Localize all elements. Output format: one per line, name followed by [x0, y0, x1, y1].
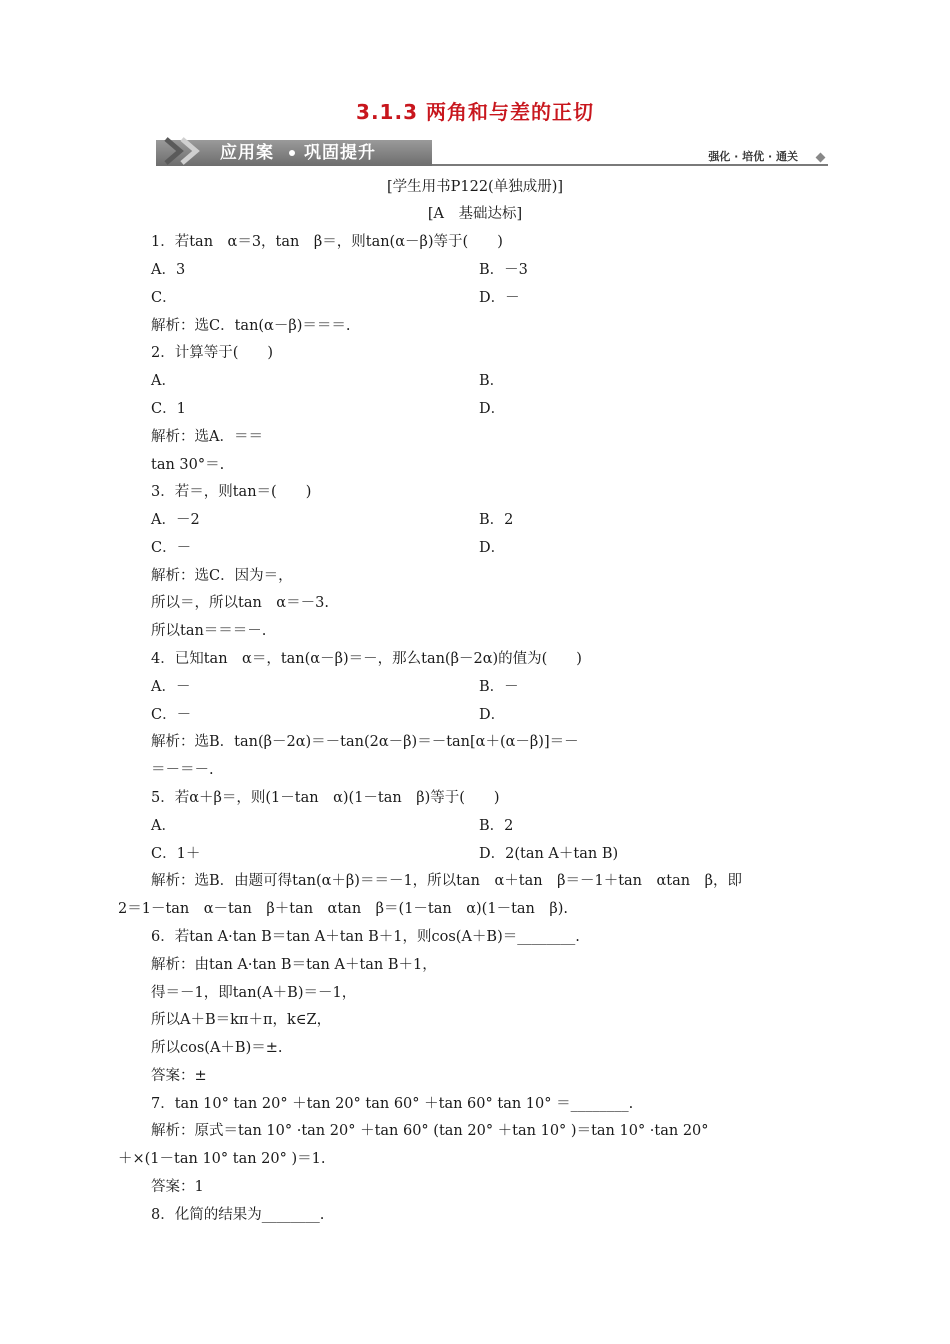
- banner-label-right: 巩固提升: [304, 143, 376, 163]
- text-line: B．: [479, 373, 505, 389]
- text-line: 所以cos(A＋B)＝±.: [151, 1040, 283, 1056]
- section-banner: [156, 134, 828, 170]
- page-title: 3.1.3 两角和与差的正切: [356, 100, 594, 124]
- banner-tagline: 强化 · 培优 · 通关: [708, 150, 798, 163]
- text-line: ＋×(1－tan 10° tan 20° )＝1.: [118, 1151, 326, 1167]
- text-line: D．－: [479, 290, 520, 306]
- text-line: D．: [479, 707, 506, 723]
- text-line: C．1＋: [151, 846, 201, 862]
- text-line: C．－: [151, 540, 192, 556]
- diamond-icon: [816, 153, 826, 163]
- text-line: A．3: [151, 262, 186, 278]
- text-line: 1．若tan α＝3，tan β＝，则tan(α－β)等于( ): [151, 234, 503, 250]
- text-line: 答案：1: [151, 1179, 204, 1195]
- text-line: C．: [151, 290, 177, 306]
- text-line: 得＝－1，即tan(A＋B)＝－1，: [151, 985, 357, 1001]
- text-line: 解析：原式＝tan 10° ·tan 20° ＋tan 60° (tan 20° ＋tan 10° )＝tan 10° ·tan 20°: [151, 1123, 709, 1139]
- text-line: B．2: [479, 818, 514, 834]
- text-line: B．－: [479, 679, 519, 695]
- text-line: 解析：选A．＝＝: [151, 429, 263, 445]
- text-line: D．: [479, 401, 506, 417]
- text-line: ＝－＝－.: [151, 762, 214, 778]
- text-line: 6．若tan A·tan B＝tan A＋tan B＋1，则cos(A＋B)＝________.: [151, 929, 580, 945]
- text-line: B．2: [479, 512, 514, 528]
- text-line: 解析：选B．tan(β－2α)＝－tan(2α－β)＝－tan[α＋(α－β)]＝－: [151, 734, 579, 750]
- text-line: 3．若＝，则tan＝( ): [151, 484, 312, 500]
- banner-dot: [289, 150, 295, 156]
- text-line: A．: [151, 373, 176, 389]
- text-line: B．－3: [479, 262, 528, 278]
- banner-label-left: 应用案: [220, 143, 274, 163]
- text-line: 解析：选B．由题可得tan(α＋β)＝＝－1，所以tan α＋tan β＝－1＋tan αtan β，即: [151, 873, 742, 889]
- text-line: 2＝1－tan α－tan β＋tan αtan β＝(1－tan α)(1－tan β).: [118, 901, 569, 917]
- chevron-right-icon: [176, 136, 206, 166]
- text-line: 8．化简的结果为________.: [151, 1207, 325, 1223]
- text-line: 所以tan＝＝＝－.: [151, 623, 267, 639]
- text-line: A．: [151, 818, 176, 834]
- text-line: 解析：选C．因为＝，: [151, 568, 293, 584]
- text-line: 7．tan 10° tan 20° ＋tan 20° tan 60° ＋tan 60° tan 10° ＝________.: [151, 1096, 634, 1112]
- section-heading: [A 基础达标]: [427, 206, 523, 222]
- text-line: 解析：选C．tan(α－β)＝＝＝.: [151, 318, 351, 334]
- text-line: A．－2: [151, 512, 200, 528]
- text-line: 解析：由tan A·tan B＝tan A＋tan B＋1，: [151, 957, 437, 973]
- text-line: D．: [479, 540, 506, 556]
- text-line: 所以＝，所以tan α＝－3.: [151, 595, 329, 611]
- source-note: [学生用书P122(单独成册)]: [386, 179, 564, 195]
- text-line: tan 30°＝.: [151, 457, 225, 473]
- text-line: D．2(tan A＋tan B): [479, 846, 619, 862]
- banner-rule: [432, 164, 828, 166]
- text-line: 答案：±: [151, 1068, 207, 1084]
- text-line: 2．计算等于( ): [151, 345, 274, 361]
- text-line: C．1: [151, 401, 186, 417]
- text-line: 4．已知tan α＝，tan(α－β)＝－，那么tan(β－2α)的值为( ): [151, 651, 582, 667]
- text-line: C．－: [151, 707, 192, 723]
- text-line: 所以A＋B＝kπ＋π，k∈Z，: [151, 1012, 332, 1028]
- text-line: A．－: [151, 679, 191, 695]
- text-line: 5．若α＋β＝，则(1－tan α)(1－tan β)等于( ): [151, 790, 500, 806]
